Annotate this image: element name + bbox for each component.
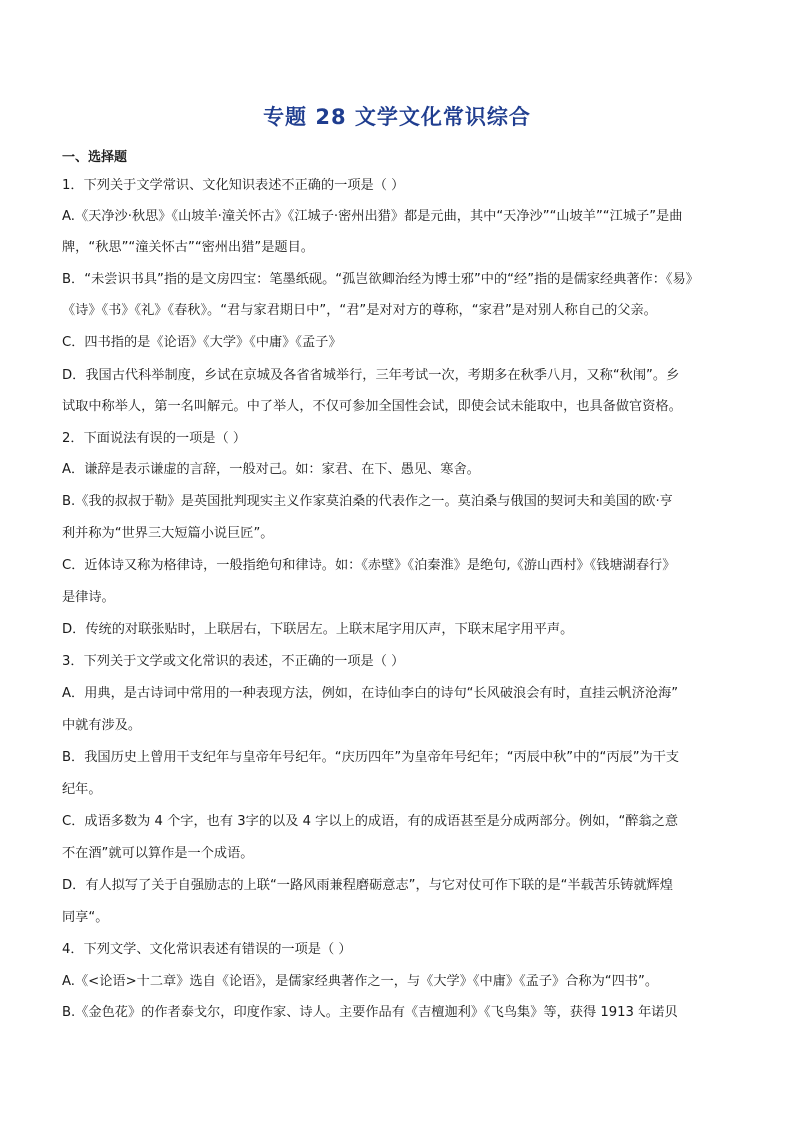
question-line: 牌，“秋思”“潼关怀古”“密州出猎”是题目。 [62, 240, 314, 255]
question-line: 试取中称举人，第一名叫解元。中了举人，不仅可参加全国性会试，即使会试未能取中，也具备做官资格。 [62, 399, 682, 414]
question-line: 4．下列文学、文化常识表述有错误的一项是（ ） [62, 942, 352, 957]
question-line: D．有人拟写了关于自强励志的上联“一路风雨兼程磨砺意志”，与它对仗可作下联的是“半载苦乐铸就辉煌 [62, 878, 673, 893]
question-line: 纪年。 [62, 782, 102, 797]
question-line: A.《天净沙·秋思》《山坡羊·潼关怀古》《江城子·密州出猎》都是元曲，其中“天净沙”“山坡羊”“江城子”是曲 [62, 209, 683, 224]
question-line: B.《金色花》的作者泰戈尔，印度作家、诗人。主要作品有《吉檀迦利》《飞鸟集》等，获得 1913 年诺贝 [62, 1005, 678, 1020]
question-line: 2．下面说法有误的一项是（ ） [62, 431, 247, 446]
question-line: 中就有涉及。 [62, 718, 142, 733]
question-line: 不在酒”就可以算作是一个成语。 [62, 846, 254, 861]
question-line: 同享“。 [62, 910, 109, 925]
question-line: 利并称为“世界三大短篇小说巨匠”。 [62, 526, 274, 541]
question-line: C．成语多数为 4 个字，也有 3字的以及 4 字以上的成语，有的成语甚至是分成两部分。例如，“醉翁之意 [62, 814, 679, 829]
question-line: B．我国历史上曾用干支纪年与皇帝年号纪年。“庆历四年”为皇帝年号纪年；“丙辰中秋”中的“丙辰”为干支 [62, 750, 680, 765]
question-line: B.《我的叔叔于勒》是英国批判现实主义作家莫泊桑的代表作之一。莫泊桑与俄国的契诃夫和美国的欧·亨 [62, 494, 673, 509]
question-line: D．我国古代科举制度，乡试在京城及各省省城举行，三年考试一次，考期多在秋季八月，又称“秋闱”。乡 [62, 368, 680, 383]
section-heading: 一、选择题 [62, 150, 128, 165]
question-line: 3．下列关于文学或文化常识的表述，不正确的一项是（ ） [62, 654, 405, 669]
question-line: C．近体诗又称为格律诗，一般指绝句和律诗。如：《赤壁》《泊秦淮》是绝句,《游山西村》《钱塘湖春行》 [62, 558, 676, 573]
question-line: B．“未尝识书具”指的是文房四宝：笔墨纸砚。“孤岂欲卿治经为博士邪”中的“经”指的是儒家经典著作：《易》 [62, 272, 699, 287]
question-line: A.《<论语>十二章》选自《论语》，是儒家经典著作之一，与《大学》《中庸》《孟子》合称为“四书”。 [62, 974, 659, 989]
question-line: 《诗》《书》《礼》《春秋》。“君与家君期日中”，“君”是对对方的尊称，“家君”是对别人称自己的父亲。 [62, 303, 657, 318]
question-line: 1．下列关于文学常识、文化知识表述不正确的一项是（ ） [62, 178, 405, 193]
question-line: C．四书指的是《论语》《大学》《中庸》《孟子》 [62, 335, 342, 350]
question-line: D．传统的对联张贴时，上联居右，下联居左。上联末尾字用仄声，下联末尾字用平声。 [62, 622, 574, 637]
question-line: A．谦辞是表示谦虚的言辞，一般对己。如：家君、在下、愚见、寒舍。 [62, 462, 480, 477]
question-line: 是律诗。 [62, 590, 115, 605]
question-line: A．用典，是古诗词中常用的一种表现方法，例如，在诗仙李白的诗句“长风破浪会有时，直挂云帆济沧海” [62, 686, 679, 701]
page-title: 专题 28 文学文化常识综合 [263, 105, 531, 129]
